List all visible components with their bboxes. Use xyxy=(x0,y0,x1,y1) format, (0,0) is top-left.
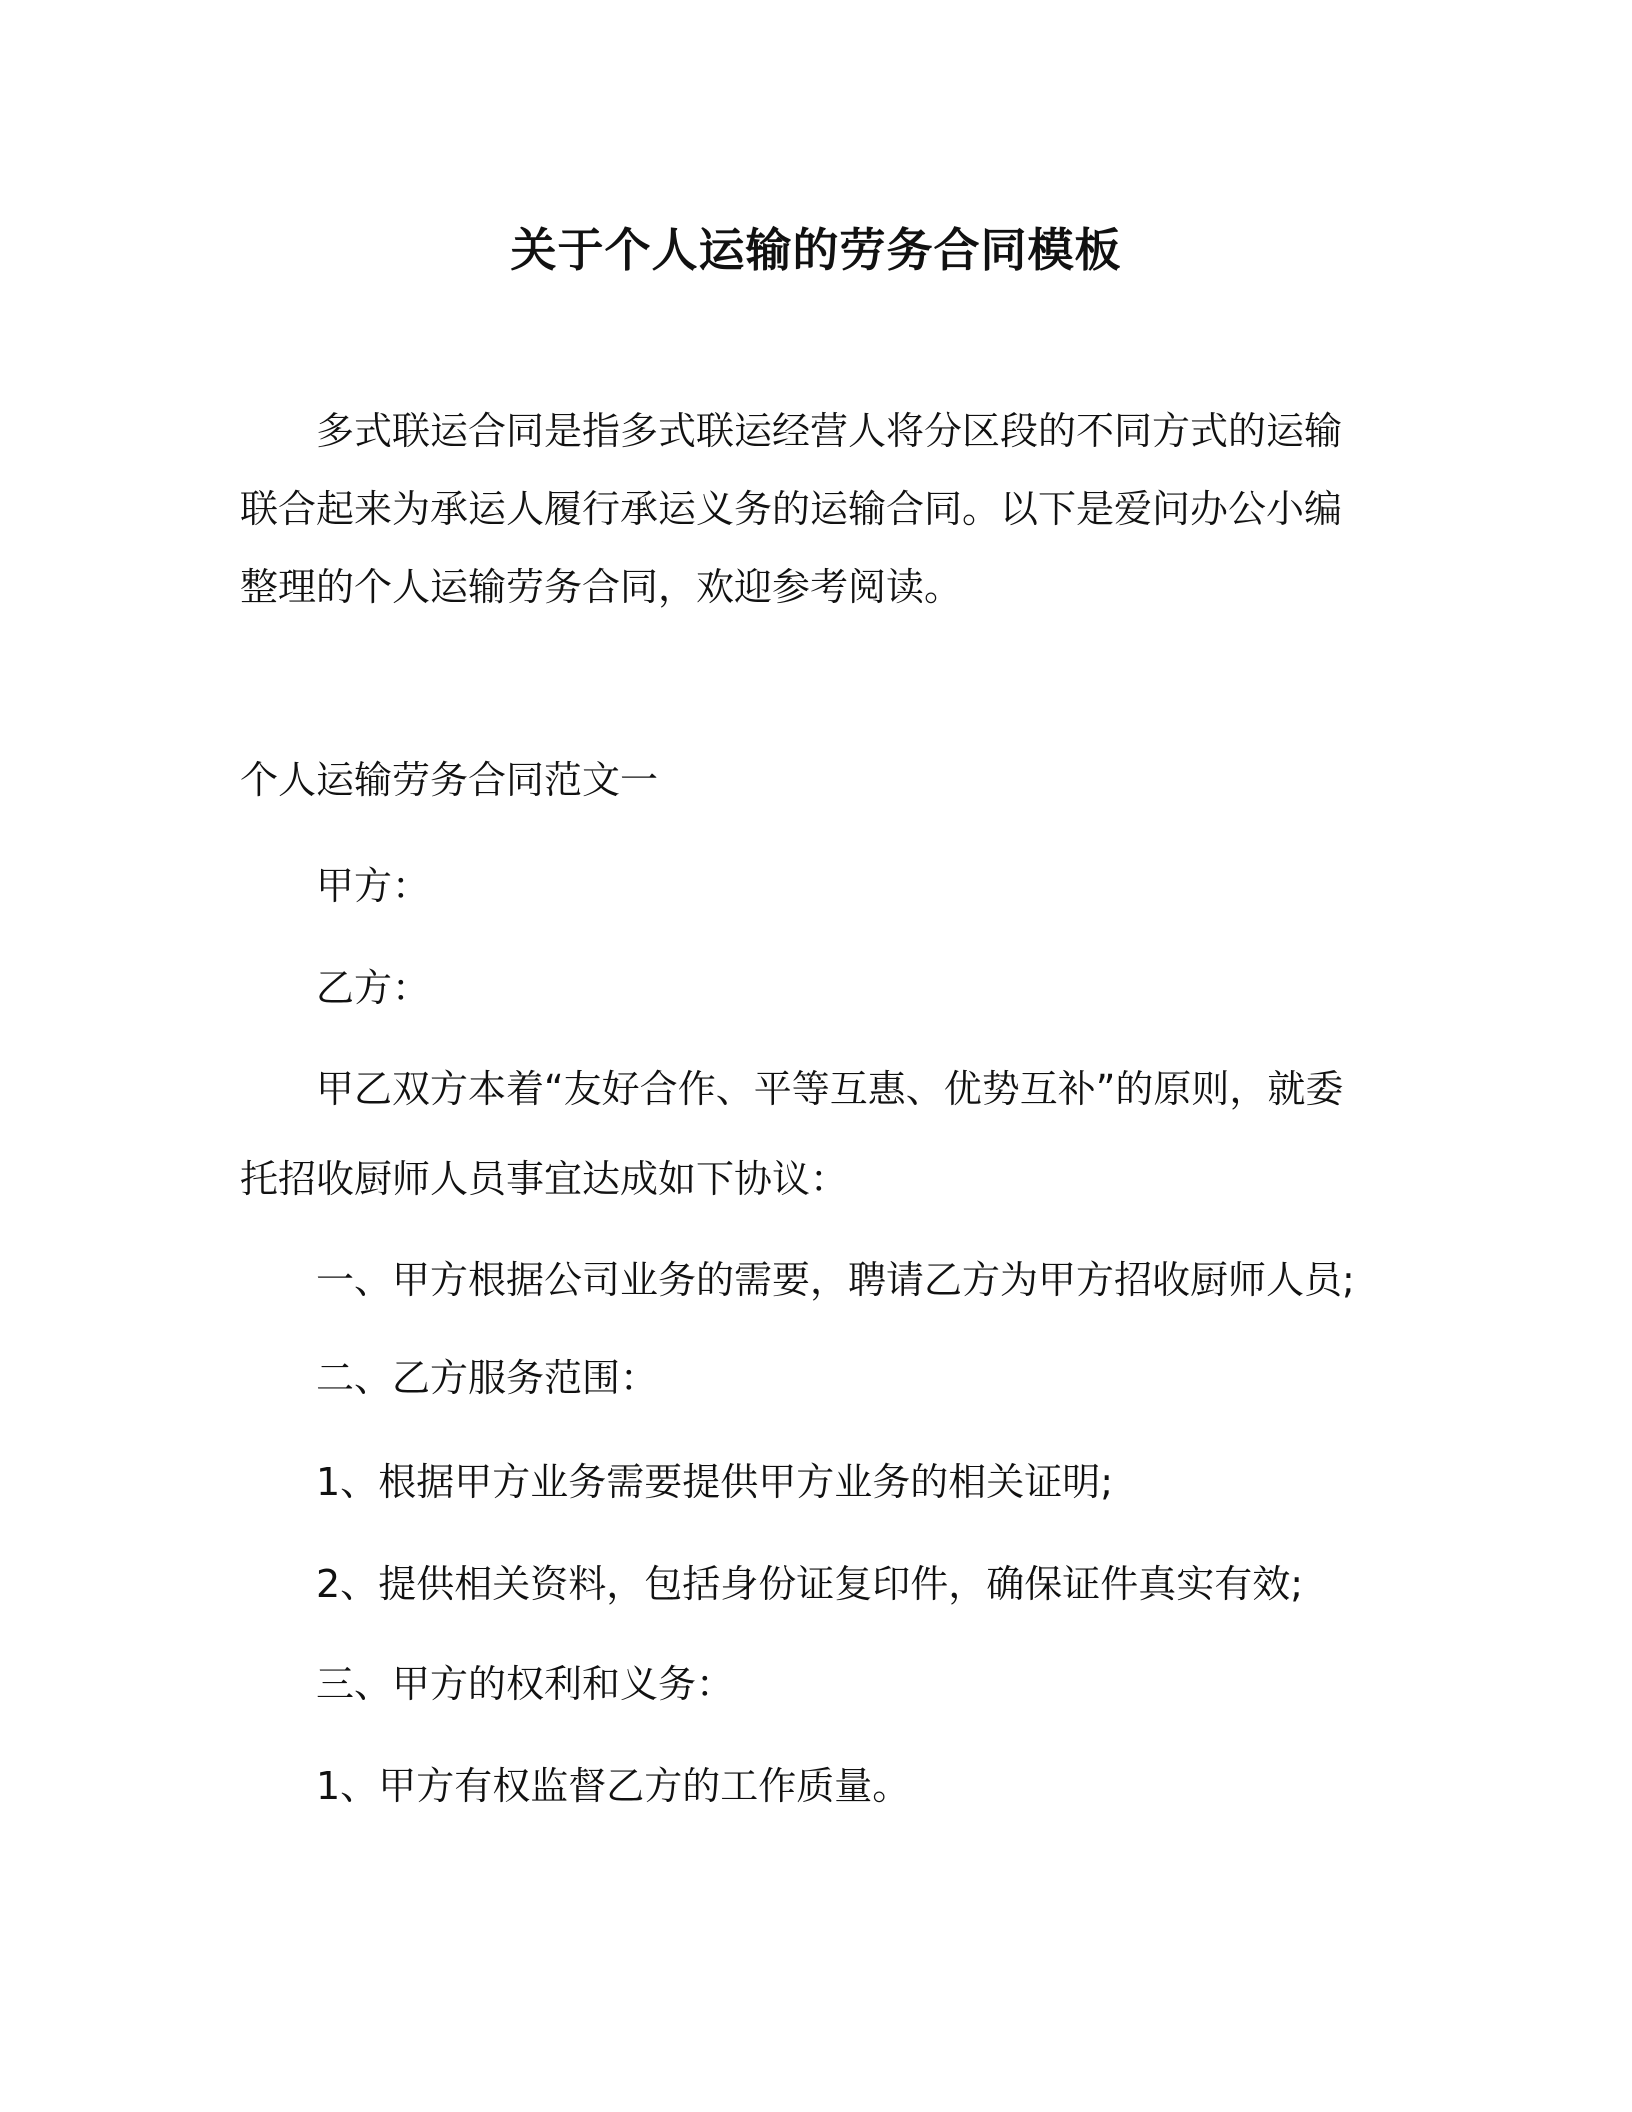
clause-text: 甲方的权利和义务： xyxy=(392,1662,735,1706)
clause-number: 一、 xyxy=(316,1258,393,1302)
clause-text: 根据甲方业务需要提供甲方业务的相关证明; xyxy=(378,1460,1113,1504)
clause-text: 甲方根据公司业务的需要，聘请乙方为甲方招收厨师人员; xyxy=(392,1258,1355,1302)
clause-item xyxy=(316,1656,734,1712)
agreement-paragraph: 甲乙双方本着“友好合作、平等互惠、优势互补”的原则，就委托招收厨师人员事宜达成如下协议： xyxy=(240,1067,1344,1201)
clause-item xyxy=(316,1252,1355,1308)
document-title: 关于个人运输的劳务合同模板 xyxy=(510,223,1122,277)
clause-number: 1、 xyxy=(316,1764,379,1808)
clause-item xyxy=(316,1556,1303,1612)
clause-number: 二、 xyxy=(316,1356,393,1400)
clause-text: 甲方有权监督乙方的工作质量。 xyxy=(378,1764,911,1808)
clause-item xyxy=(316,1350,658,1406)
clause-item xyxy=(316,1758,910,1814)
clause-text: 提供相关资料，包括身份证复印件，确保证件真实有效; xyxy=(378,1562,1303,1606)
party-b-label: 乙方： xyxy=(316,966,431,1010)
section-heading: 个人运输劳务合同范文一 xyxy=(240,758,659,802)
clause-text: 乙方服务范围： xyxy=(392,1356,659,1400)
clause-number: 三、 xyxy=(316,1662,393,1706)
party-a-label: 甲方： xyxy=(316,864,431,908)
clause-item xyxy=(316,1454,1113,1510)
clause-number: 2、 xyxy=(316,1562,379,1606)
clause-number: 1、 xyxy=(316,1460,379,1504)
intro-paragraph: 多式联运合同是指多式联运经营人将分区段的不同方式的运输联合起来为承运人履行承运义务的运输合同。以下是爱问办公小编整理的个人运输劳务合同，欢迎参考阅读。 xyxy=(240,409,1343,609)
